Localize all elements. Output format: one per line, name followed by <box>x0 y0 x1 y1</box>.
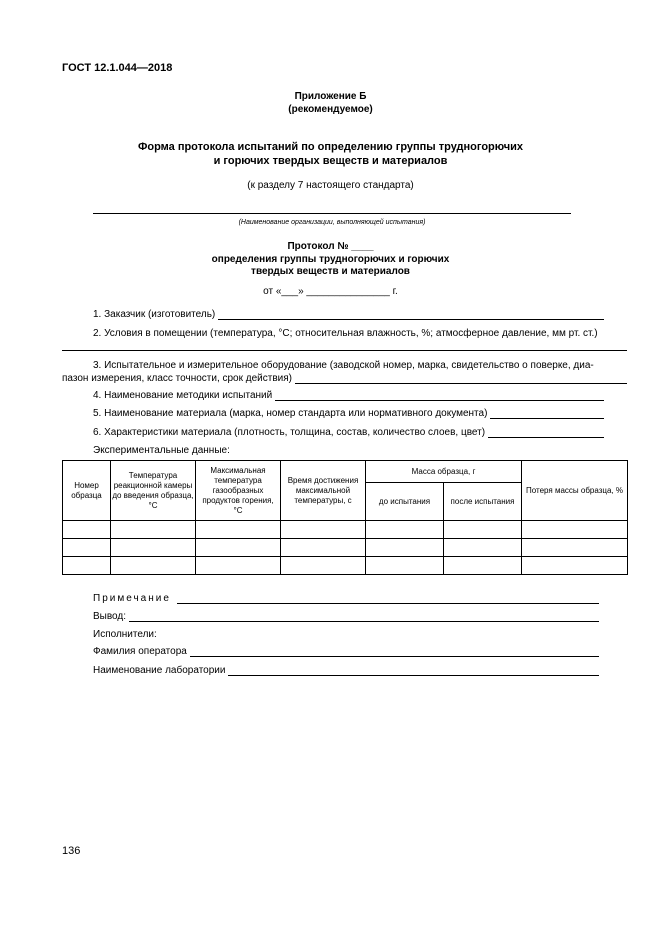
table-cell <box>196 521 281 539</box>
table-cell <box>63 539 111 557</box>
table-cell <box>444 539 522 557</box>
field-room-conditions: 2. Условия в помещении (температура, °С; относительная влажность, %; атмосферное давление, мм рт. ст.) <box>93 328 598 339</box>
standard-header: ГОСТ 12.1.044—2018 <box>62 62 173 74</box>
field-laboratory-label: Наименование лаборатории <box>93 665 226 676</box>
field-customer <box>93 309 604 320</box>
field-conclusion <box>93 611 599 622</box>
protocol-date: от «___» _______________ г. <box>263 286 398 297</box>
field-room-conditions-line <box>62 350 627 351</box>
form-title-line2: и горючих твердых веществ и материалов <box>213 155 448 167</box>
field-operator <box>93 646 599 657</box>
table-cell <box>196 539 281 557</box>
experimental-data-table <box>62 460 628 575</box>
field-material-name-label: 5. Наименование материала (марка, номер стандарта или нормативного документа) <box>93 408 488 419</box>
table-row <box>63 521 628 539</box>
protocol-line3: твердых веществ и материалов <box>251 266 410 277</box>
table-cell <box>522 539 628 557</box>
col-chamber-temperature: Температура реакционной камеры до введения образца, °С <box>111 461 196 521</box>
field-equipment-line2: пазон измерения, класс точности, срок действия) <box>62 373 292 384</box>
col-mass-after: после испытания <box>444 483 522 521</box>
field-note-line <box>177 602 599 604</box>
performers-label: Исполнители: <box>93 629 157 640</box>
table-cell <box>111 521 196 539</box>
table-cell <box>111 539 196 557</box>
field-equipment-fill <box>295 382 627 384</box>
table-cell <box>366 557 444 575</box>
page-number: 136 <box>62 845 81 857</box>
field-conclusion-line <box>129 620 599 622</box>
field-material-name <box>93 408 604 419</box>
col-sample-mass: Масса образца, г <box>366 461 522 483</box>
field-material-characteristics <box>93 427 604 438</box>
table-cell <box>281 539 366 557</box>
col-time-to-max: Время достижения максимальной температуры, с <box>281 461 366 521</box>
col-sample-number: Номер образца <box>63 461 111 521</box>
table-row <box>63 557 628 575</box>
field-operator-line <box>190 655 599 657</box>
form-title-reference: (к разделу 7 настоящего стандарта) <box>247 180 414 191</box>
experimental-data-label: Экспериментальные данные: <box>93 445 230 456</box>
field-laboratory-line <box>228 674 599 676</box>
table-row <box>63 539 628 557</box>
field-laboratory <box>93 665 599 676</box>
col-mass-before: до испытания <box>366 483 444 521</box>
field-method-label: 4. Наименование методики испытаний <box>93 390 273 401</box>
field-note <box>93 593 599 604</box>
field-operator-label: Фамилия оператора <box>93 646 187 657</box>
field-equipment-line1: 3. Испытательное и измерительное оборудование (заводской номер, марка, свидетельство о поверке, диа- <box>93 360 594 371</box>
table-cell <box>444 521 522 539</box>
table-cell <box>522 521 628 539</box>
field-method <box>93 390 604 401</box>
table-cell <box>196 557 281 575</box>
table-cell <box>63 557 111 575</box>
field-customer-line <box>218 318 604 320</box>
appendix-subtitle: (рекомендуемое) <box>288 104 373 115</box>
field-conclusion-label: Вывод: <box>93 611 127 622</box>
table-cell <box>281 557 366 575</box>
form-title-line1: Форма протокола испытаний по определению группы трудногорючих <box>137 141 524 153</box>
field-note-label: Примечание <box>93 593 171 604</box>
appendix-title: Приложение Б <box>294 91 367 102</box>
col-max-gas-temperature: Максимальная температура газообразных продуктов горения, °С <box>196 461 281 521</box>
table-cell <box>281 521 366 539</box>
col-mass-loss: Потеря массы образца, % <box>522 461 628 521</box>
protocol-number: Протокол № ____ <box>287 241 374 252</box>
table-cell <box>522 557 628 575</box>
field-customer-label: 1. Заказчик (изготовитель) <box>93 309 216 320</box>
table-cell <box>366 539 444 557</box>
field-material-characteristics-label: 6. Характеристики материала (плотность, толщина, состав, количество слоев, цвет) <box>93 427 486 438</box>
table-cell <box>366 521 444 539</box>
field-method-line <box>275 399 604 401</box>
organization-caption: (Наименование организации, выполняющей испытания) <box>238 219 426 226</box>
field-equipment <box>62 373 627 384</box>
table-cell <box>111 557 196 575</box>
table-cell <box>444 557 522 575</box>
field-material-name-line <box>490 417 604 419</box>
protocol-line2: определения группы трудногорючих и горючих <box>211 254 450 265</box>
field-material-characteristics-line <box>488 436 604 438</box>
table-cell <box>63 521 111 539</box>
organization-line <box>93 213 571 214</box>
